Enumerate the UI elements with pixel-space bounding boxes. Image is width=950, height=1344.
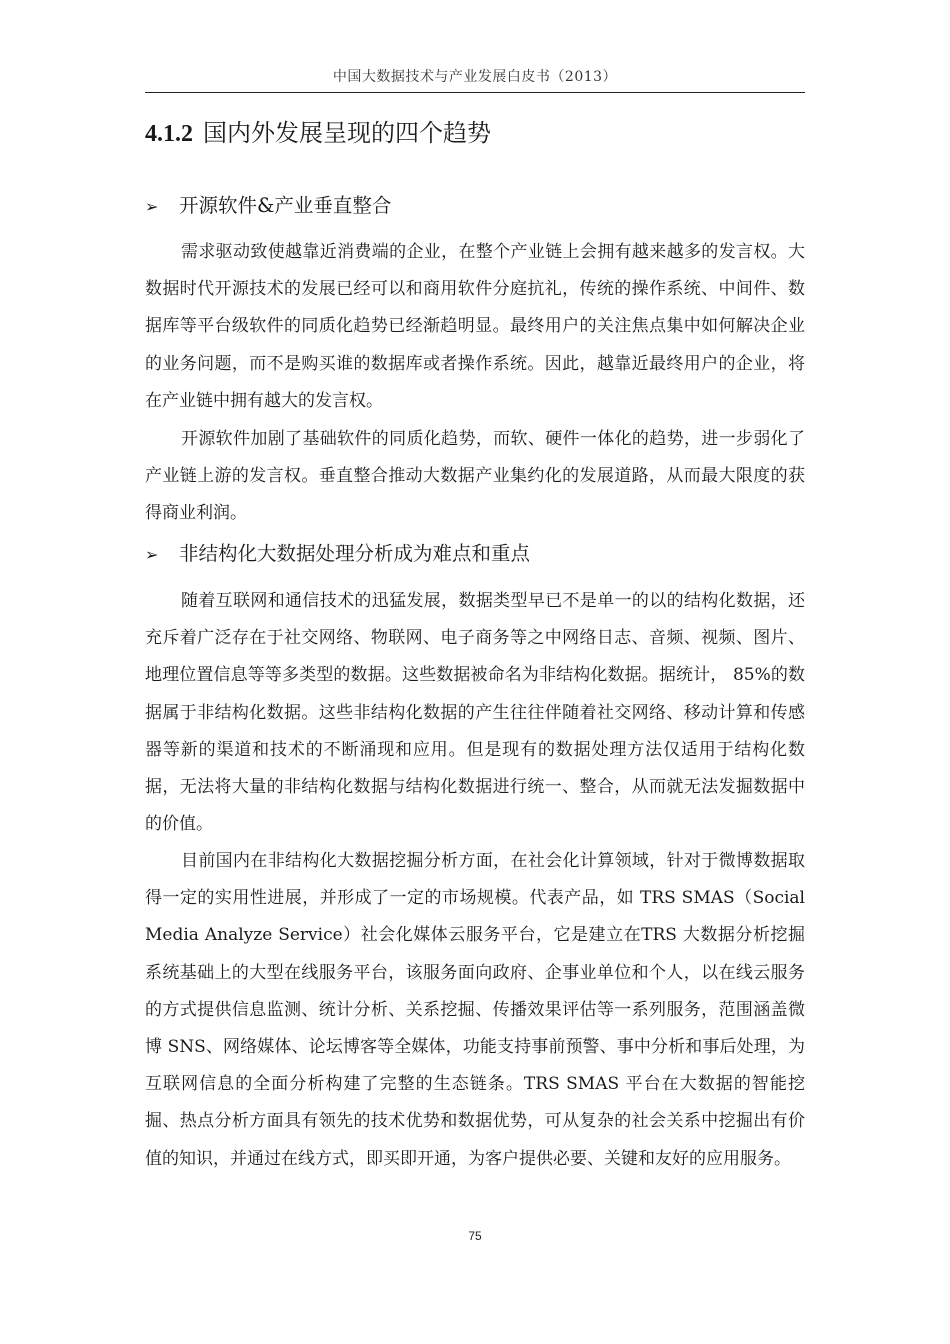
- paragraph: 随着互联网和通信技术的迅猛发展，数据类型早已不是单一的以的结构化数据，还充斥着广泛存在于社交网络、物联网、电子商务等之中网络日志、音频、视频、图片、地理位置信息等等多类型的数据。这些数据被命名为非结构化数据。据统计， 85%的数据属于非结构化数据。这些非结构化数据的产生往往伴随着社交网络、移动计算和传感器等新的渠道和技术的不断涌现和应用。但是现有的数据处理方法仅适用于结构化数据，无法将大量的非结构化数据与结构化数据进行统一、整合，从而就无法发掘数据中的价值。: [145, 591, 805, 835]
- subheading-unstructured-data: [145, 539, 805, 570]
- arrow-bullet-icon: ➢: [145, 545, 159, 564]
- page-number: 75: [468, 1229, 482, 1243]
- paragraph: 需求驱动致使越靠近消费端的企业，在整个产业链上会拥有越来越多的发言权。大数据时代开源技术的发展已经可以和商用软件分庭抗礼，传统的操作系统、中间件、数据库等平台级软件的同质化趋势已经渐趋明显。最终用户的关注焦点集中如何解决企业的业务问题，而不是购买谁的数据库或者操作系统。因此，越靠近最终用户的企业，将在产业链中拥有越大的发言权。: [145, 242, 805, 411]
- paragraph: 目前国内在非结构化大数据挖掘分析方面，在社会化计算领域，针对于微博数据取得一定的实用性进展，并形成了一定的市场规模。代表产品，如 TRS SMAS（Social Media Analyze Service）社会化媒体云服务平台，它是建立在TRS 大数据分析挖掘系统基础上的大型在线服务平台，该服务面向政府、企事业单位和个人，以在线云服务的方式提供信息监测、统计分析、关系挖掘、传播效果评估等一系列服务，范围涵盖微博 SNS、网络媒体、论坛博客等全媒体，功能支持事前预警、事中分析和事后处理，为互联网信息的全面分析构建了完整的生态链条。TRS SMAS 平台在大数据的智能挖掘、热点分析方面具有领先的技术优势和数据优势，可从复杂的社会关系中挖掘出有价值的知识，并通过在线方式，即买即开通，为客户提供必要、关键和友好的应用服务。: [145, 851, 805, 1169]
- paragraph: 开源软件加剧了基础软件的同质化趋势，而软、硬件一体化的趋势，进一步弱化了产业链上游的发言权。垂直整合推动大数据产业集约化的发展道路，从而最大限度的获得商业利润。: [145, 429, 805, 524]
- arrow-bullet-icon: ➢: [145, 197, 159, 216]
- subheading-open-source: [145, 191, 805, 222]
- subheading-title: 开源软件&产业垂直整合: [179, 194, 392, 217]
- section-heading: [145, 114, 805, 153]
- section-number: 4.1.2: [145, 121, 193, 147]
- running-header: 中国大数据技术与产业发展白皮书（2013）: [332, 69, 618, 85]
- header-rule: [145, 92, 805, 93]
- section-title: 国内外发展呈现的四个趋势: [203, 119, 491, 147]
- subheading-title: 非结构化大数据处理分析成为难点和重点: [179, 542, 531, 565]
